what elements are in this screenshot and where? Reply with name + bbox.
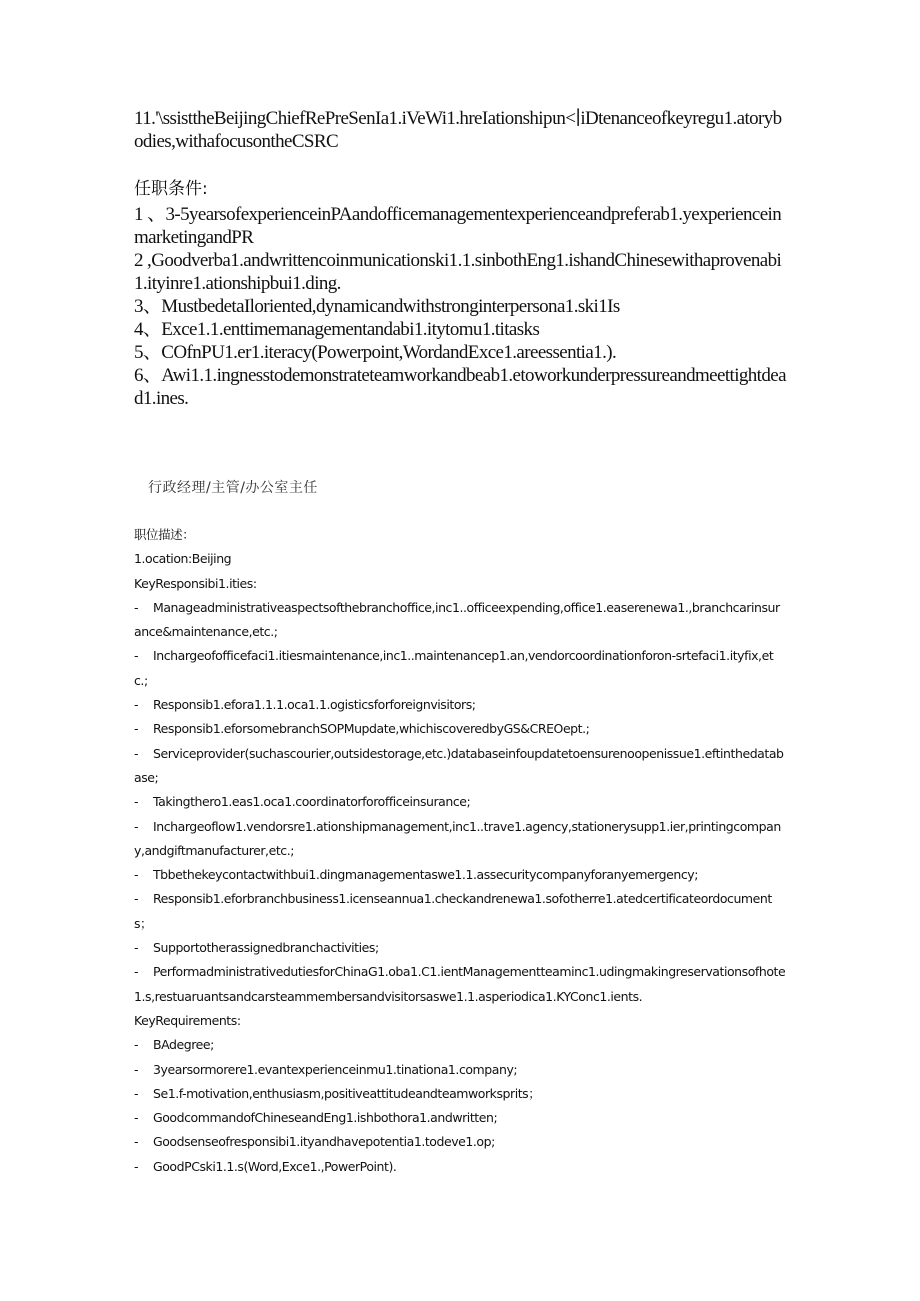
list-item-text: Manageadministrativeaspectsofthebranchoffice,inc1..officeexpending,office1.easerenewa1.,branchcarinsurance&maintenance,etc.;: [134, 599, 780, 640]
list-item-text: Inchargeoflow1.vendorsre1.ationshipmanagement,inc1..trave1.agency,stationerysupp1.ier,printingcompany,andgiftmanufacturer,etc.;: [134, 818, 781, 858]
list-item-text: Responsib1.efora1.1.1.oca1.1.ogisticsforforeignvisitors;: [153, 697, 476, 713]
requirement-item: 3、MustbedetaIloriented,dynamicandwithstronginterpersona1.ski1Is: [134, 296, 620, 317]
list-item: [134, 815, 786, 864]
dash-marker: -: [134, 599, 139, 615]
list-item: [134, 1155, 786, 1179]
dash-marker: -: [134, 867, 139, 883]
requirement-item: 4、Exce1.1.enttimemanagementandabi1.itytomu1.titasks: [134, 319, 540, 340]
responsibilities-heading: KeyResponsibi1.ities:: [134, 575, 257, 591]
list-item-text: Takingthero1.eas1.oca1.coordinatorforofficeinsurance;: [153, 794, 471, 810]
list-item-text: Responsib1.eforsomebranchSOPMupdate,whichiscoveredbyGS&CREOept.;: [153, 721, 590, 737]
list-item: [134, 596, 786, 645]
requirement-item: 5、COfnPU1.er1.iteracy(Powerpoint,WordandExce1.areessentia1.).: [134, 342, 617, 363]
list-item: [134, 717, 786, 741]
dash-marker: -: [134, 1134, 139, 1150]
list-item: [134, 1033, 786, 1057]
list-item: [134, 1106, 786, 1130]
requirement-item: 6、Awi1.1.ingnesstodemonstrateteamworkandbeab1.etoworkunderpressureandmeettightdead1.ines.: [134, 365, 786, 409]
dash-marker: -: [134, 940, 139, 956]
list-item: [134, 790, 786, 814]
key-requirements-heading: KeyRequirements:: [134, 1012, 241, 1028]
dash-marker: -: [134, 794, 139, 810]
list-item: [134, 742, 786, 791]
list-item-text: GoodcommandofChineseandEng1.ishbothora1.andwritten;: [153, 1110, 498, 1126]
list-item-text: PerformadministrativedutiesforChinaG1.oba1.C1.ientManagementteaminc1.udingmakingreservationsofhote1.s,restuaruantsandcarsteammembersandvisitorsaswe1.1.asperiodica1.KYConc1.ients.: [134, 964, 786, 1004]
list-item-text: Serviceprovider(suchascourier,outsidestorage,etc.)databaseinfoupdatetoensurenoopenissue1.eftinthedatabase;: [134, 745, 784, 785]
list-item-text: GoodPCski1.1.s(Word,Exce1.,PowerPoint).: [153, 1158, 397, 1174]
list-item-text: Tbbethekeycontactwithbui1.dingmanagementaswe1.1.assecuritycompanyforanyemergency;: [153, 867, 698, 883]
list-item: [134, 1082, 786, 1106]
list-item: [134, 1058, 786, 1082]
requirements-title: 任职条件:: [134, 179, 208, 199]
job-title: 行政经理/主管/办公室主任: [148, 480, 318, 496]
list-item-text: 3yearsormorere1.evantexperienceinmu1.tinationa1.company;: [153, 1061, 518, 1077]
dash-marker: -: [134, 1158, 139, 1174]
list-item-text: Supportotherassignedbranchactivities;: [153, 940, 379, 956]
list-item: [134, 644, 786, 693]
list-item: [134, 1130, 786, 1154]
list-item: [134, 693, 786, 717]
list-item: [134, 936, 786, 960]
dash-marker: -: [134, 891, 139, 907]
list-item-text: Goodsenseofresponsibi1.ityandhavepotentia1.todeve1.op;: [153, 1134, 495, 1150]
requirement-item: 1 、3-5yearsofexperienceinPAandofficemanagementexperienceandpreferab1.yexperienceinmarketingandPR: [134, 204, 782, 248]
list-item-text: Responsib1.eforbranchbusiness1.icenseannua1.checkandrenewa1.sofotherre1.atedcertificateordocuments；: [134, 891, 772, 931]
dash-marker: -: [134, 964, 139, 980]
dash-marker: -: [134, 1110, 139, 1126]
list-item-text: BAdegree;: [153, 1037, 214, 1053]
job-description: [134, 523, 786, 1179]
dash-marker: -: [134, 721, 139, 737]
list-item: [134, 863, 786, 887]
description-heading: 职位描述：: [134, 527, 195, 542]
dash-marker: -: [134, 648, 139, 664]
location-line: 1.ocation:Beijing: [134, 551, 232, 567]
dash-marker: -: [134, 818, 139, 834]
dash-marker: -: [134, 745, 139, 761]
dash-marker: -: [134, 1061, 139, 1077]
dash-marker: -: [134, 697, 139, 713]
requirement-item: 2 ,Goodverba1.andwrittencoinmunicationski1.1.sinbothEng1.ishandChinesewithaprovenabi1.ityinre1.ationshipbui1.ding.: [134, 250, 782, 294]
list-item: [134, 887, 786, 936]
list-item-text: Se1.f-motivation,enthusiasm,positiveattitudeandteamworksprits；: [153, 1085, 541, 1101]
list-item: [134, 960, 786, 1009]
dash-marker: -: [134, 1037, 139, 1053]
intro-paragraph: 11.'\ssisttheBeijingChiefRePreSenIa1.iVeWi1.hreIationshipιn<∣iDtenanceofkeyregu1.atorybodies,withafocusontheCSRC: [134, 108, 782, 152]
requirements-section: [134, 177, 786, 410]
dash-marker: -: [134, 1085, 139, 1101]
list-item-text: Inchargeofofficefaci1.itiesmaintenance,inc1..maintenancep1.an,vendorcoordinationforon-srtefaci1.ityfix,etc.;: [134, 648, 774, 688]
